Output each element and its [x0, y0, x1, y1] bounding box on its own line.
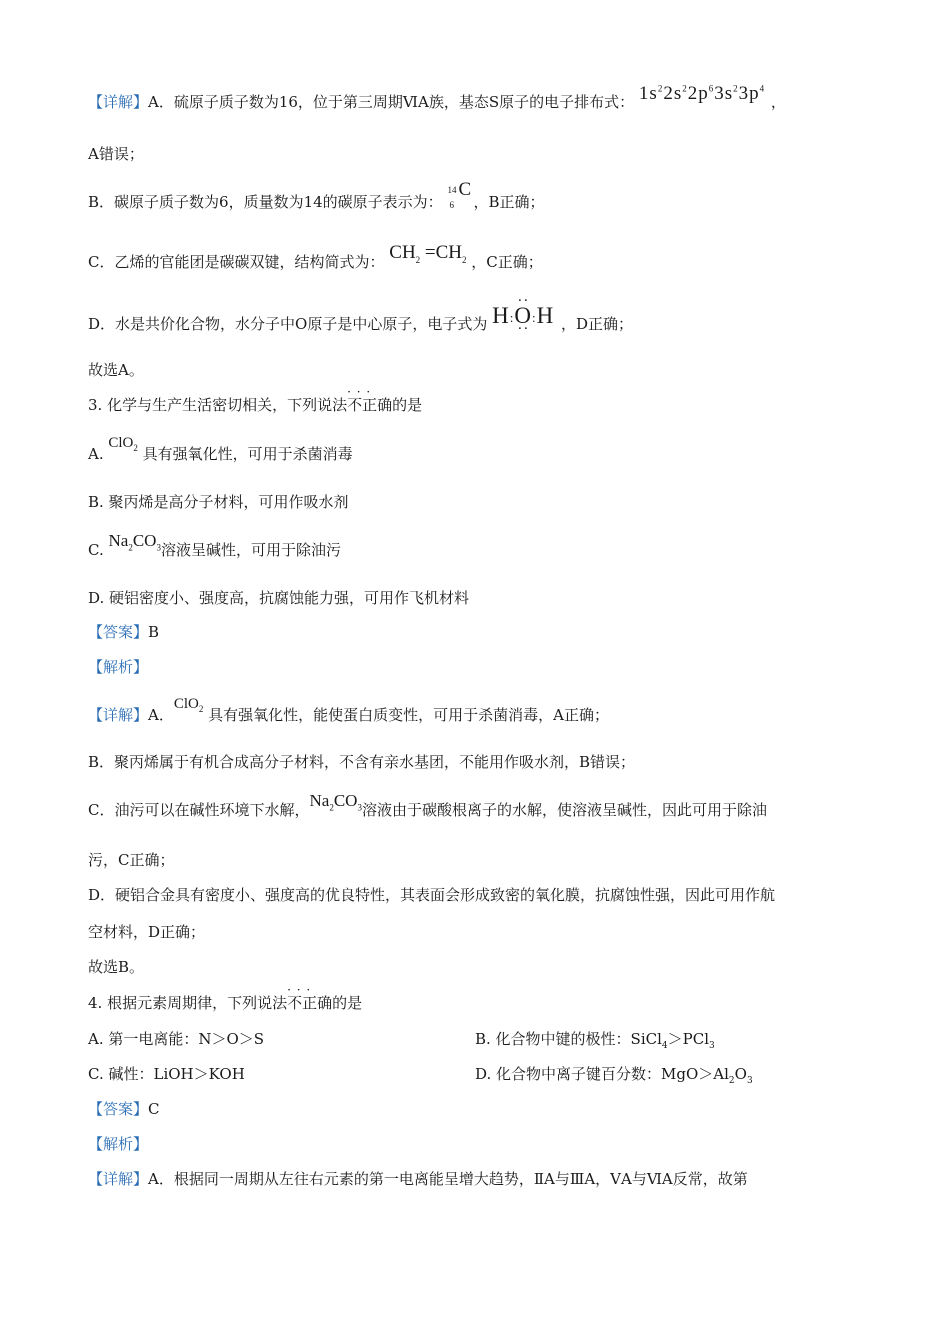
- q4-option-a: A. 第一电离能：N＞O＞S: [88, 1030, 265, 1048]
- water-lewis-structure: H:·· O ··:H: [492, 303, 561, 328]
- q3-analysis-tag: 【解析】: [88, 658, 149, 676]
- q2-detail-a: 【详解】A．硫原子质子数为16，位于第三周期ⅥA族，基态S原子的电子排布式： $1s^22s^22p^63s^23p^4$ ，: [88, 83, 786, 111]
- q3-option-b: B. 聚丙烯是高分子材料，可用作吸水剂: [88, 493, 349, 511]
- q3-detail-b: B．聚丙烯属于有机合成高分子材料，不含有亲水基团，不能用作吸水剂，B错误；: [88, 753, 636, 771]
- q2-detail-c: C．乙烯的官能团是碳碳双键，结构简式为： $CH_2 =CH_2$ ，C正确；: [88, 242, 543, 271]
- q4-analysis-tag: 【解析】: [88, 1135, 149, 1153]
- q4-option-b: B. 化合物中键的极性：SiCl$_4$＞PCl$_3$: [475, 1030, 715, 1051]
- q4-option-c: C. 碱性：LiOH＞KOH: [88, 1065, 245, 1083]
- q3-stem: 3. 化学与生产生活密切相关，下列说法· · · 不正确的是: [88, 395, 422, 415]
- q3-detail-d-cont: 空材料，D正确；: [88, 923, 206, 941]
- carbon-14-symbol: 14 6 C: [447, 179, 472, 210]
- q4-option-d: D. 化合物中离子键百分数：$MgO>Al_2O_3$: [475, 1065, 753, 1086]
- q3-option-d: D. 硬铝密度小、强度高，抗腐蚀能力强，可用作飞机材料: [88, 589, 470, 607]
- q3-option-c: C. $Na_2CO_3$溶液呈碱性，可用于除油污: [88, 531, 341, 559]
- q4-detail-a: 【详解】A．根据同一周期从左往右元素的第一电离能呈增大趋势，ⅡA与ⅢA，ⅤA与ⅥA反常，故第: [88, 1170, 748, 1188]
- q2-detail-b: B．碳原子质子数为6，质量数为14的碳原子表示为： 14 6 C ，B正确；: [88, 179, 545, 211]
- emphasis-dots: · · · 不正确: [287, 993, 332, 1013]
- q3-detail-c: C．油污可以在碱性环境下水解，$Na_2CO_3$溶液由于碳酸根离子的水解，使溶液呈碱性，因此可用于除油: [88, 791, 767, 819]
- q4-answer: 【答案】C: [88, 1100, 160, 1118]
- q4-stem: 4. 根据元素周期律，下列说法· · · 不正确的是: [88, 993, 362, 1013]
- q3-answer: 【答案】B: [88, 623, 160, 641]
- q2-detail-a-cont: A错误；: [88, 145, 144, 163]
- q3-detail-d: D．硬铝合金具有密度小、强度高的优良特性，其表面会形成致密的氧化膜，抗腐蚀性强，因此可用作航: [88, 886, 776, 904]
- emphasis-dots: · · · 不正确: [347, 395, 392, 415]
- q2-detail-d: D．水是共价化合物，水分子中O原子是中心原子，电子式为 H:·· O ··:H ，D正确；: [88, 312, 633, 334]
- q3-detail-c-cont: 污，C正确；: [88, 851, 175, 869]
- detail-tag: 【详解】: [88, 93, 149, 111]
- q3-conclusion: 故选B。: [88, 958, 145, 976]
- q3-detail-a: 【详解】A．ClO$_2$ 具有强氧化性，能使蛋白质变性，可用于杀菌消毒，A正确；: [88, 696, 609, 724]
- q2-conclusion: 故选A。: [88, 361, 144, 379]
- electron-configuration: $1s^22s^22p^63s^23p^4$: [638, 83, 766, 104]
- q3-option-a: A. ClO$_2$ 具有强氧化性，可用于杀菌消毒: [88, 435, 353, 463]
- ethylene-formula: $CH_2 =CH_2$: [389, 242, 467, 265]
